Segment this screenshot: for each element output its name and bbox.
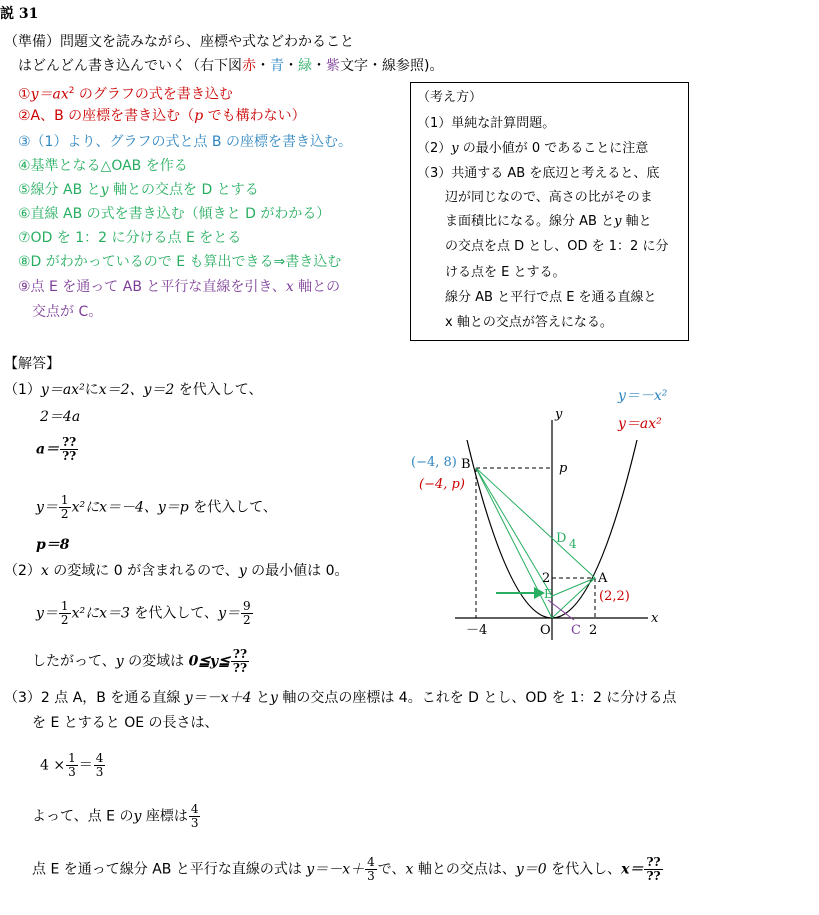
step-1-sup: 2 [68,86,75,96]
separator-dot: ・ [312,58,326,74]
step-5-y: y [100,182,109,198]
line-ob [476,468,552,618]
q3-l3-eq: ＝ [78,757,93,774]
q1-l4-y: y＝ [36,499,58,516]
q3-line-2: を E とすると OE の長さは、 [32,715,219,731]
hint-line-9: x 軸との交点が答えになる。 [445,315,613,330]
q1-a-den: ?? [62,449,77,463]
label-d: D [556,531,567,546]
q3-l5-eq: y＝－x＋ [306,861,365,878]
label-e: E [544,587,553,601]
parabola-figure [400,378,700,648]
q3-line-5 [32,856,664,883]
q3-l5-den2: ?? [646,869,661,883]
eq-red-label: y＝ax² [618,416,662,432]
q2-l2-den: 2 [60,613,69,627]
q1-a-lhs: a＝ [36,441,60,458]
q3-line-4 [32,803,201,830]
hint-line-2 [417,140,648,158]
label-p: p [559,461,568,476]
step-9 [18,278,340,296]
q3-l1-y: y [269,690,278,706]
step-1-eq: y＝ax [30,86,69,103]
q1-text: を代入して、 [174,382,263,398]
q2-l2-num2: 9 [242,599,251,613]
q3-l3-text: 4 × [40,757,66,774]
q2-num: （2） [4,563,41,579]
q1-line-3 [36,436,79,463]
q2-line-1 [4,562,349,580]
q2-l2-fraction-2 [241,600,253,627]
q2-y: y [238,563,247,579]
q3-l3-num2: 4 [95,751,104,765]
q1-line-1 [4,381,262,399]
line-be [476,468,552,596]
color-word-red: 赤 [242,58,256,74]
q3-l5-x-eq: x＝ [621,861,644,878]
q2-l2-den2: 2 [242,613,251,627]
q2-l3-den: ?? [232,661,247,675]
hint-line-5-y: y [614,214,622,229]
label-c: C [571,623,581,638]
q1-l4-values: x＝－4、y＝p [99,499,189,516]
q3-l3-fraction-2 [94,752,106,779]
q1-l4-text: を代入して、 [188,499,277,516]
line-ea [552,578,595,596]
q2-l3-text-a: したがって、 [32,653,116,670]
q3-l4-num: 4 [190,802,199,816]
color-word-purple: 紫 [326,58,340,74]
x-axis-label: x [651,611,659,626]
tick-y-2: 2 [542,571,551,586]
hint-line-5b: 軸と [621,214,652,229]
prep-line-1: （準備）問題文を読みながら、座標や式などわかること [4,34,354,50]
tick-x-neg4: －4 [466,623,488,638]
step-5-text-b: 軸との交点を D とする [108,182,259,198]
q2-l2-y: y＝ [36,605,58,622]
page-title: 説 31 [0,6,39,22]
prep-line-2a: はどんどん書き込んでいく（右下図 [18,58,242,74]
label-a: A [598,571,608,586]
step-2-text-a: ②A、B の座標を書き込む（ [18,108,195,124]
q1-l4-x2: x²に [71,499,100,516]
coord-b-blue: (−4, 8) [411,455,457,470]
q3-l5-den: 3 [367,869,375,883]
separator-dot: ・ [284,58,298,74]
hint-line-8: 線分 AB と平行で点 E を通る直線と [445,290,657,305]
prep-line-2 [18,57,443,75]
hint-line-2b: の最小値が 0 であることに注意 [458,141,649,156]
q1-ni: に [84,382,99,398]
label-d-sub: 4 [569,537,577,551]
answer-heading: 【解答】 [4,356,60,372]
step-1 [18,82,233,104]
step-6: ⑥直線 AB の式を書き込む（傾きと D がわかる） [18,206,331,222]
q3-line-3 [40,752,106,779]
step-4: ④基準となる△OAB を作る [18,158,188,174]
line-ab [476,468,595,578]
step-2 [18,107,306,125]
hint-line-7: ける点を E とする。 [445,265,566,280]
q1-p-result: p＝8 [36,537,70,553]
hint-line-1: （1）単純な計算問題。 [417,116,556,131]
hint-line-2a: （2） [417,141,452,156]
q1-l4-fraction [59,494,71,521]
q1-a-num: ?? [62,435,77,449]
hint-line-4: 辺が同じなので、高さの比がそのま [445,190,653,205]
q3-l3-den: 3 [68,765,76,779]
q3-l3-den2: 3 [95,765,104,779]
q3-l5-text-c: 軸との交点は、 [413,861,516,878]
q1-line-2: 2＝4a [40,409,81,425]
step-5-text-a: ⑤線分 AB と [18,182,101,198]
tick-x-2: 2 [589,623,598,638]
q1-eq: y＝ax² [40,382,85,398]
step-2-text-b: でも構わない） [203,108,306,124]
q3-l4-fraction [189,803,201,830]
q2-l3-text-b: の変域は [123,653,189,670]
q1-l4-num: 1 [60,493,69,507]
q3-l4-den: 3 [190,816,199,830]
color-word-green: 緑 [298,58,312,74]
step-1-text: のグラフの式を書き込む [74,86,233,103]
step-3: ③（1）より、グラフの式と点 B の座標を書き込む。 [18,134,352,150]
q2-l2-x3: x＝3 [99,605,130,622]
eq-blue-label: y＝－x² [618,388,668,404]
hint-line-5 [445,213,652,231]
hint-line-5a: ま面積比になる。線分 AB と [445,214,615,229]
q3-l1-to: と [251,690,270,706]
step-2-p: p [194,108,204,124]
q3-l4-y: y [133,808,142,825]
q3-l1-eq: y＝－x＋4 [184,690,252,706]
q3-l4-text-a: よって、点 E の [32,808,134,825]
label-o: O [540,623,551,638]
color-word-blue: 青 [270,58,284,74]
q3-l5-num: 4 [367,855,375,869]
q1-l4-den: 2 [60,507,69,521]
q2-l2-fraction [59,600,71,627]
q3-l5-fraction [365,856,377,883]
line-oa [552,578,595,618]
prep-line-2b: 文字・線参照)。 [340,58,444,74]
q3-l3-num: 1 [68,751,76,765]
q3-l5-num2: ?? [646,855,661,869]
step-9-text-b: 軸との [293,279,341,295]
q2-l2-x2: x²に [71,605,100,622]
step-8: ⑧D がわかっているので E も算出できる⇒書き込む [18,254,342,270]
q3-l3-fraction [66,752,78,779]
step-7: ⑦OD を 1：2 に分ける点 E をとる [18,230,242,246]
q2-l3-num: ?? [232,647,247,661]
q1-num: （1） [4,382,41,398]
coord-b-red: (−4, p) [419,477,465,492]
q3-l4-text-b: 座標は [141,808,188,825]
q1-line-4 [36,494,277,521]
step-9-text-a: ⑨点 E を通って AB と平行な直線を引き、 [18,279,286,295]
step-9-cont: 交点が C。 [32,304,103,320]
q1-values: x＝2、y＝2 [98,382,175,398]
q2-line-3 [32,648,250,675]
q3-l1-text-c: 軸の交点の座標は 4。これを D とし、OD を 1：2 に分ける点 [277,690,677,706]
label-b: B [461,457,471,472]
y-axis-label: y [555,407,563,422]
q3-l5-fraction-2 [644,856,662,883]
q3-l5-text-a: 点 E を通って線分 AB と平行な直線の式は [32,861,307,878]
step-5 [18,181,259,199]
q3-l5-de: で、 [377,861,406,878]
separator-dot: ・ [256,58,270,74]
step-1-num: ① [18,86,31,103]
q2-l2-text: を代入して、 [129,605,219,622]
q2-l2-num: 1 [60,599,69,613]
hint-box [410,82,689,341]
coord-a: (2,2) [599,589,630,604]
q2-x: x [40,563,49,579]
q2-l2-y2: y＝ [218,605,240,622]
hint-title: （考え方） [417,90,483,105]
q3-l5-x: x [405,861,414,878]
q3-l5-y0: y＝0 [515,861,547,878]
q2-l3-y: y [115,653,124,670]
q2-text-a: の変域に 0 が含まれるので、 [48,563,239,579]
step-9-x: x [285,279,294,295]
q3-l1-text-a: （3）2 点 A，B を通る直線 [4,690,185,706]
q3-line-1 [4,689,676,707]
q2-l3-fraction [231,648,249,675]
q3-l5-text-e: を代入し、 [546,861,622,878]
hint-line-3: （3）共通する AB を底辺と考えると、底 [417,166,660,181]
q2-l3-range: 0≦y≦ [188,653,230,670]
q2-line-2 [36,600,254,627]
q2-text-b: の最小値は 0。 [246,563,349,579]
hint-line-6: の交点を点 D とし、OD を 1：2 に分 [445,239,669,254]
hint-line-2-y: y [451,141,459,156]
q1-a-fraction [60,436,78,463]
